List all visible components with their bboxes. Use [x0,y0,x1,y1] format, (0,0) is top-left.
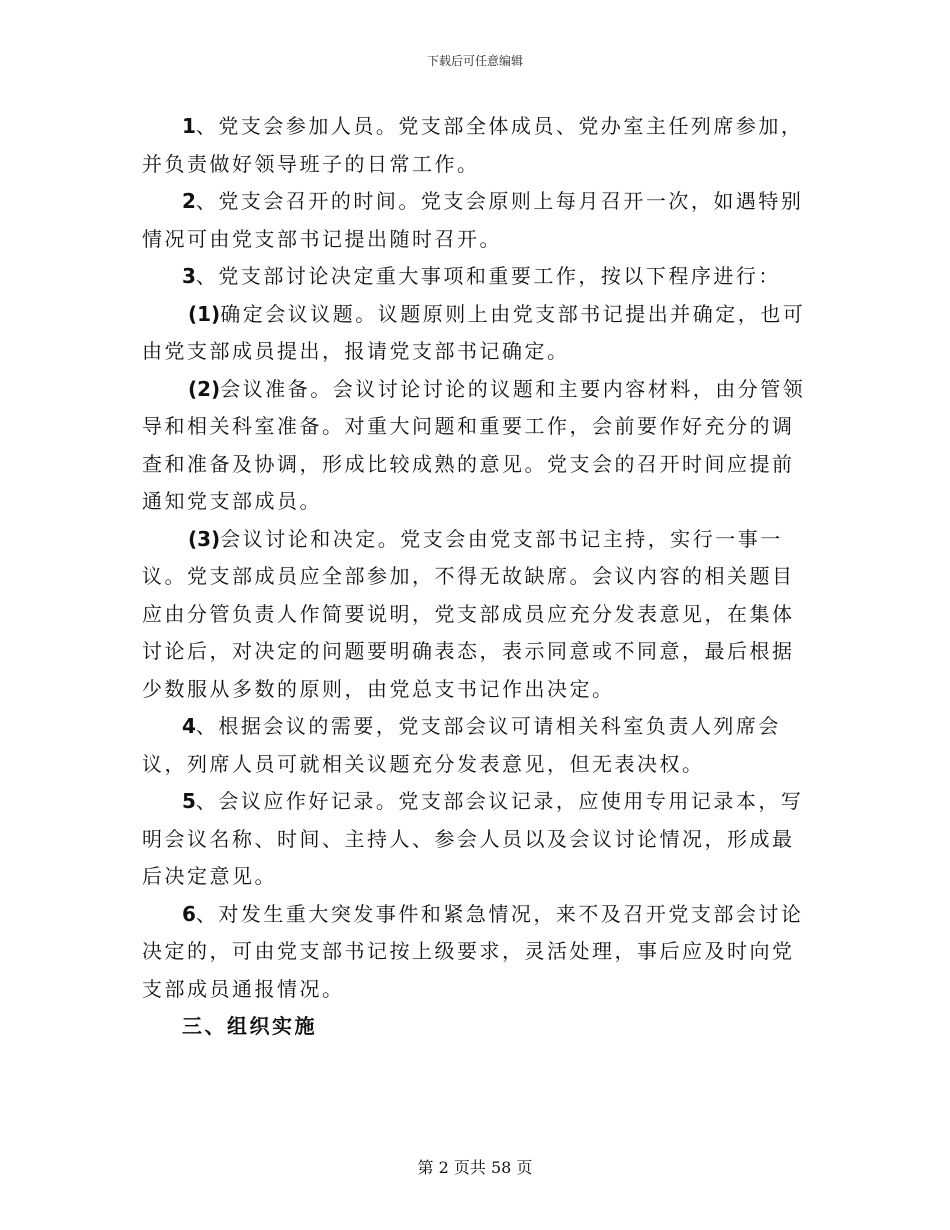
item-number: 2 [182,189,196,213]
subitem-3 [142,521,810,709]
page-header: 下载后可任意编辑 [426,54,523,68]
item-number: (3) [188,526,221,551]
item-number: 5 [182,789,196,813]
item-2 [142,183,810,258]
item-3 [142,258,810,296]
item-text: 、会议应作好记录。党支部会议记录，应使用专用记录本，写明会议名称、时间、主持人、参会人员以及会议讨论情况，形成最后决定意见。 [142,789,804,888]
item-text: 、党支会召开的时间。党支会原则上每月召开一次，如遇特别情况可由党支部书记提出随时召开。 [142,189,804,251]
item-text: 会议准备。会议讨论讨论的议题和主要内容材料，由分管领导和相关科室准备。对重大问题和重要工作，会前要作好充分的调查和准备及协调，形成比较成熟的意见。党支会的召开时间应提前通知党支部成员。 [142,376,806,513]
item-4 [142,708,810,783]
item-text: 会议讨论和决定。党支会由党支部书记主持，实行一事一议。党支部成员应全部参加，不得无故缺席。会议内容的相关题目应由分管负责人作简要说明，党支部成员应充分发表意见，在集体讨论后，对决定的问题要明确表态，表示同意或不同意，最后根据少数服从多数的原则，由党总支书记作出决定。 [142,526,795,701]
item-number: 3 [182,264,196,288]
item-6 [142,896,810,1009]
section-heading: 三、组织实施 [182,1014,317,1038]
document-body [142,108,810,1046]
item-number: 1 [182,114,196,138]
item-text: 、根据会议的需要，党支部会议可请相关科室负责人列席会议，列席人员可就相关议题充分发表意见，但无表决权。 [142,714,781,776]
item-number: (2) [188,376,221,401]
subitem-1 [142,296,810,371]
page-footer: 第 2 页共 58 页 [417,1158,533,1177]
item-text: 、党支部讨论决定重大事项和重要工作，按以下程序进行： [195,264,781,288]
item-number: (1) [188,301,221,326]
item-text: 、对发生重大突发事件和紧急情况，来不及召开党支部会讨论决定的，可由党支部书记按上级要求，灵活处理，事后应及时向党支部成员通报情况。 [142,901,804,1001]
item-number: 6 [182,901,196,926]
item-text: 确定会议议题。议题原则上由党支部书记提出并确定，也可由党支部成员提出，报请党支部书记确定。 [142,301,806,363]
item-5 [142,783,810,896]
item-1 [142,108,810,183]
subitem-2 [142,371,810,521]
item-number: 4 [182,714,196,738]
item-text: 、党支会参加人员。党支部全体成员、党办室主任列席参加，并负责做好领导班子的日常工作。 [142,114,804,176]
